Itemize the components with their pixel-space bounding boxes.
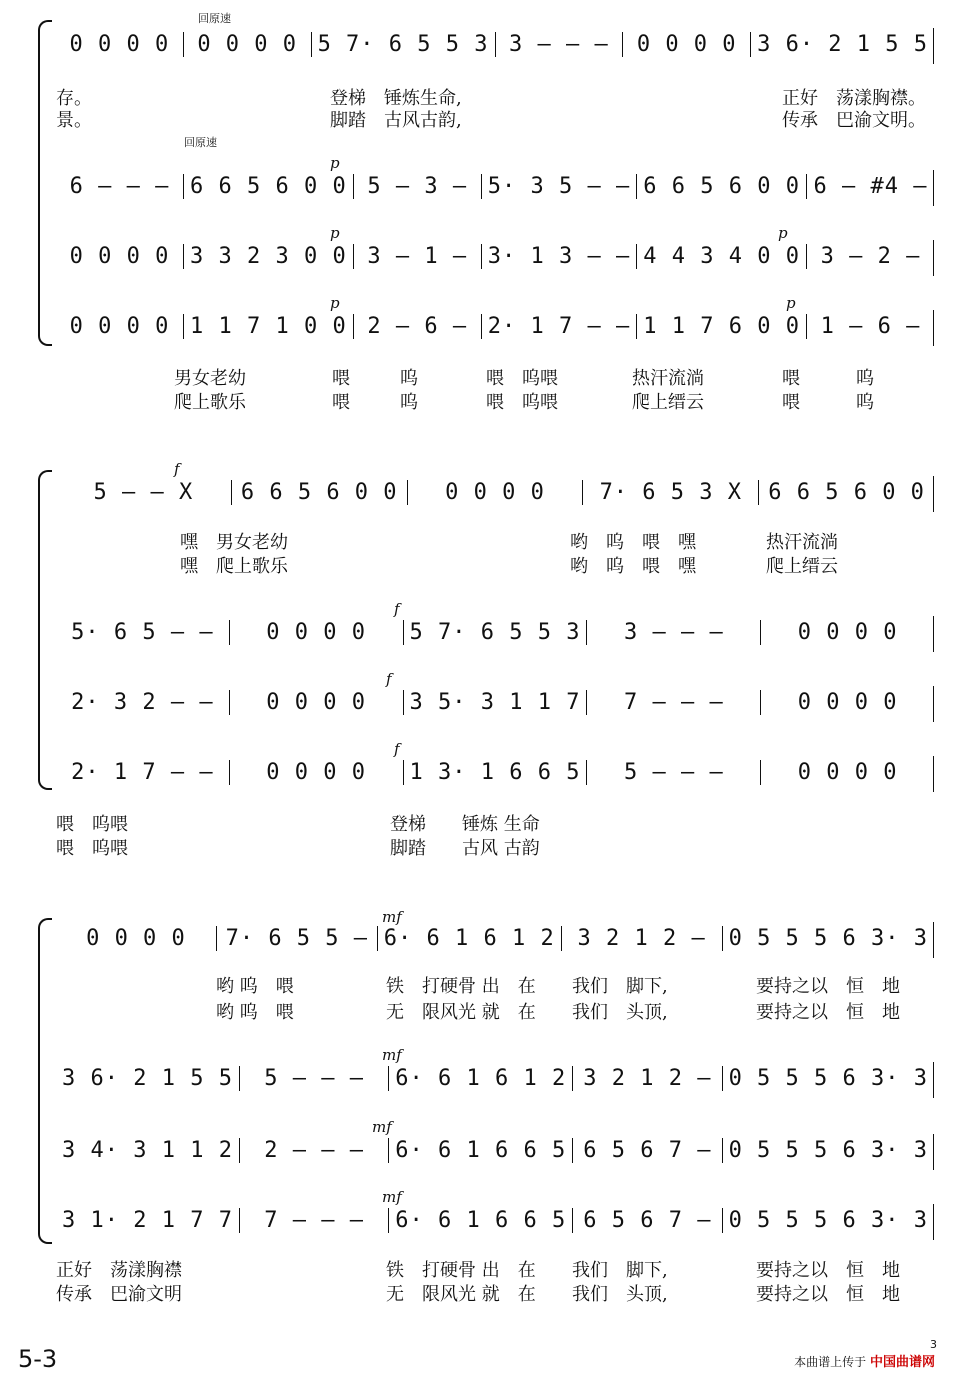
measure: 3 6· 2 1 5 5	[750, 32, 934, 57]
voice-part-3	[56, 690, 934, 720]
measure: 0 0 0 0	[229, 760, 403, 785]
lyric: 热汗流淌	[766, 532, 838, 553]
dynamic-mark: p	[330, 224, 340, 242]
measure: 0 0 0 0	[760, 620, 934, 645]
measure: 5 — — —	[239, 1066, 388, 1091]
measure: 2· 3 2 — —	[71, 690, 214, 715]
lyric: 要持之以 恒 地	[756, 1284, 900, 1305]
lyric: 喂	[332, 368, 350, 389]
measure: 0 0 0 0	[407, 480, 583, 505]
measure: 2· 1 7 — —	[71, 760, 214, 785]
measure: 5· 3 5 — —	[481, 174, 636, 199]
measure: 3· 1 3 — —	[481, 244, 636, 269]
measure: 6 5 6 7 —	[572, 1208, 721, 1233]
measure: 6 6 5 6 0 0	[231, 480, 407, 505]
measure: 0 0 0 0	[229, 690, 403, 715]
dynamic-mark: f	[394, 600, 400, 618]
measure: 7· 6 5 5 —	[216, 926, 377, 951]
lyric: 哟 呜 喂	[216, 1002, 294, 1023]
measure: 5 7· 6 5 5 3	[403, 620, 587, 645]
score-system-2	[38, 460, 934, 859]
lyric: 喂 呜喂	[56, 838, 128, 859]
lyric: 正好 荡漾胸襟	[56, 1260, 182, 1281]
tempo-mark: 回原速	[198, 12, 231, 25]
measure: 3 6· 2 1 5 5	[62, 1066, 233, 1091]
lyric: 呜	[856, 392, 874, 413]
measure: 0 0 0 0	[229, 620, 403, 645]
barline-end	[933, 240, 934, 276]
measure: 5 — — —	[586, 760, 760, 785]
lyric: 爬上缙云	[766, 556, 838, 577]
lyric: 要持之以 恒 地	[756, 976, 900, 997]
dynamic-mark: mf	[382, 1046, 402, 1064]
lyric: 要持之以 恒 地	[756, 1002, 900, 1023]
measure: 3 — 1 —	[353, 244, 481, 269]
dynamic-mark: p	[778, 224, 788, 242]
lyric: 脚踏 古风 古韵	[390, 838, 540, 859]
measure: 1 1 7 6 0 0	[636, 314, 806, 339]
dynamic-mark: mf	[382, 908, 402, 926]
measure: 3 — — —	[495, 32, 623, 57]
dynamic-mark: f	[174, 460, 180, 478]
voice-part-1	[56, 32, 934, 62]
lyric: 嘿 爬上歌乐	[180, 556, 288, 577]
measure: 0 0 0 0	[183, 32, 311, 57]
barline-end	[933, 616, 934, 652]
measure: 6 — — —	[69, 174, 170, 199]
voice-part-3	[56, 1138, 934, 1168]
lyric: 脚踏 古风古韵,	[330, 110, 462, 131]
measure: 7· 6 5 3 X	[582, 480, 758, 505]
measure: 0 0 0 0	[760, 760, 934, 785]
corner-page-mark: 3	[930, 1338, 937, 1351]
barline-end	[933, 1062, 934, 1098]
voice-part-4	[56, 760, 934, 790]
voice-part-4	[56, 314, 934, 344]
lyric: 呜	[400, 368, 418, 389]
measure: 0 0 0 0	[86, 926, 186, 951]
barline-end	[933, 686, 934, 722]
lyric: 爬上歌乐	[174, 392, 246, 413]
measure: 0 0 0 0	[69, 314, 170, 339]
dynamic-mark: p	[786, 294, 796, 312]
lyric: 爬上缙云	[632, 392, 704, 413]
measure: 3 — 2 —	[806, 244, 934, 269]
measure: 3 1· 2 1 7 7	[62, 1208, 233, 1233]
lyric: 存。	[56, 88, 92, 109]
page-number: 5-3	[18, 1345, 58, 1373]
lyric: 喂	[782, 392, 800, 413]
lyric: 要持之以 恒 地	[756, 1260, 900, 1281]
lyric: 传承 巴渝文明	[56, 1284, 182, 1305]
dynamic-mark: f	[394, 740, 400, 758]
dynamic-mark: mf	[372, 1118, 392, 1136]
lyric: 喂 呜喂	[56, 814, 128, 835]
voice-part-4	[56, 1208, 934, 1238]
measure: 5 — — X	[93, 480, 194, 505]
measure: 6 5 6 7 —	[572, 1138, 721, 1163]
measure: 3 3 2 3 0 0	[183, 244, 353, 269]
barline-end	[933, 28, 934, 64]
measure: 6 6 5 6 0 0	[636, 174, 806, 199]
lyric: 我们 脚下,	[572, 1260, 668, 1281]
measure: 6· 6 1 6 6 5	[388, 1208, 572, 1233]
lyric: 喂	[782, 368, 800, 389]
lyric: 哟 呜 喂 嘿	[570, 532, 696, 553]
measure: 0 0 0 0	[69, 32, 170, 57]
lyric: 喂	[332, 392, 350, 413]
measure: 6 — #4 —	[806, 174, 934, 199]
measure: 5 7· 6 5 5 3	[311, 32, 495, 57]
tempo-mark: 回原速	[184, 136, 217, 149]
measure: 0 0 0 0	[622, 32, 750, 57]
measure: 1 3· 1 6 6 5	[403, 760, 587, 785]
lyric: 登梯 锤炼生命,	[330, 88, 462, 109]
voice-part-1	[56, 480, 934, 510]
voice-part-2	[56, 620, 934, 650]
voice-part-2	[56, 174, 934, 204]
lyric: 呜	[400, 392, 418, 413]
lyric: 男女老幼	[174, 368, 246, 389]
barline-end	[933, 310, 934, 346]
measure: 6· 6 1 6 1 2	[377, 926, 561, 951]
dynamic-mark: p	[330, 294, 340, 312]
measure: 3 4· 3 1 1 2	[62, 1138, 233, 1163]
upload-credit	[794, 1351, 935, 1370]
system-brace	[38, 20, 52, 346]
voice-part-1	[56, 926, 934, 956]
lyric: 我们 脚下,	[572, 976, 668, 997]
lyric: 无 限风光 就 在	[386, 1002, 536, 1023]
measure: 6· 6 1 6 6 5	[388, 1138, 572, 1163]
lyric: 景。	[56, 110, 92, 131]
lyric: 喂 呜喂	[486, 368, 558, 389]
measure: 1 — 6 —	[806, 314, 934, 339]
measure: 1 1 7 1 0 0	[183, 314, 353, 339]
measure: 0 5 5 5 6 3· 3	[722, 1208, 934, 1233]
voice-part-2	[56, 1066, 934, 1096]
measure: 0 5 5 5 6 3· 3	[722, 1138, 934, 1163]
system-brace	[38, 470, 52, 790]
measure: 6· 6 1 6 1 2	[388, 1066, 572, 1091]
barline-end	[933, 170, 934, 206]
lyric: 呜	[856, 368, 874, 389]
lyric: 我们 头顶,	[572, 1002, 668, 1023]
measure: 3 5· 3 1 1 7	[403, 690, 587, 715]
lyric: 我们 头顶,	[572, 1284, 668, 1305]
measure: 6 6 5 6 0 0	[183, 174, 353, 199]
barline-end	[933, 922, 934, 958]
measure: 2 — — —	[239, 1138, 388, 1163]
lyric: 无 限风光 就 在	[386, 1284, 536, 1305]
barline-end	[933, 476, 934, 512]
dynamic-mark: p	[330, 154, 340, 172]
measure: 2· 1 7 — —	[481, 314, 636, 339]
measure: 0 5 5 5 6 3· 3	[722, 1066, 934, 1091]
dynamic-mark: mf	[382, 1188, 402, 1206]
barline-end	[933, 1134, 934, 1170]
measure: 0 5 5 5 6 3· 3	[722, 926, 934, 951]
system-brace	[38, 918, 52, 1244]
measure: 0 0 0 0	[69, 244, 170, 269]
lyric: 热汗流淌	[632, 368, 704, 389]
credit-text: 本曲谱上传于	[794, 1355, 867, 1369]
lyric: 哟 呜 喂	[216, 976, 294, 997]
lyric: 登梯 锤炼 生命	[390, 814, 540, 835]
measure: 3 2 1 2 —	[561, 926, 722, 951]
measure: 6 6 5 6 0 0	[758, 480, 934, 505]
measure: 7 — — —	[586, 690, 760, 715]
lyric: 铁 打硬骨 出 在	[386, 1260, 536, 1281]
lyric: 正好 荡漾胸襟。	[782, 88, 926, 109]
measure: 3 — — —	[586, 620, 760, 645]
voice-part-3	[56, 244, 934, 274]
measure: 5 — 3 —	[353, 174, 481, 199]
score-system-1	[38, 12, 934, 413]
lyric: 喂 呜喂	[486, 392, 558, 413]
score-system-3	[38, 908, 934, 1314]
lyric: 嘿 男女老幼	[180, 532, 288, 553]
measure: 3 2 1 2 —	[572, 1066, 721, 1091]
barline-end	[933, 1204, 934, 1240]
lyric: 传承 巴渝文明。	[782, 110, 926, 131]
dynamic-mark: f	[386, 670, 392, 688]
measure: 2 — 6 —	[353, 314, 481, 339]
barline-end	[933, 756, 934, 792]
site-logo: 中国曲谱网	[869, 1355, 935, 1370]
measure: 0 0 0 0	[760, 690, 934, 715]
lyric: 哟 呜 喂 嘿	[570, 556, 696, 577]
measure: 4 4 3 4 0 0	[636, 244, 806, 269]
measure: 7 — — —	[239, 1208, 388, 1233]
lyric: 铁 打硬骨 出 在	[386, 976, 536, 997]
measure: 5· 6 5 — —	[71, 620, 214, 645]
